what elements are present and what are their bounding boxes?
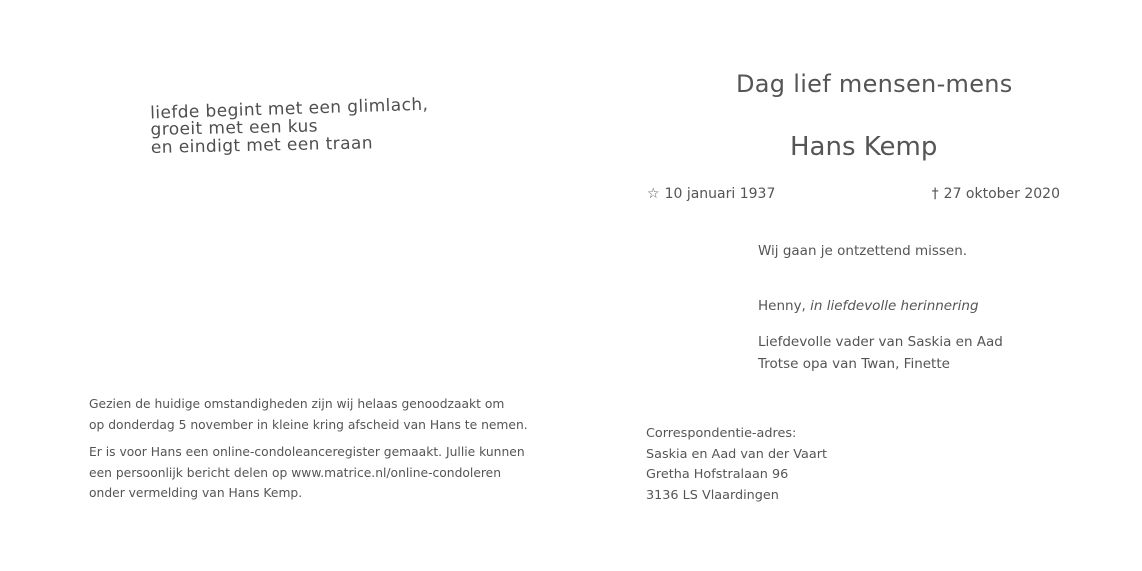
notice-line: Gezien de huidige omstandigheden zijn wij helaas genoodzaakt om: [89, 397, 505, 411]
notice-line: Er is voor Hans een online-condoleanceregister gemaakt. Jullie kunnen: [89, 445, 525, 459]
poem: [149, 94, 429, 158]
poem-line: en eindigt met een traan: [150, 133, 374, 158]
deceased-name: Hans Kemp: [790, 132, 938, 162]
birth-date-text: 10 januari 1937: [664, 186, 776, 202]
notice-paragraph-condolence: [89, 442, 525, 504]
birth-date: [647, 186, 775, 202]
poem-line: groeit met een kus: [150, 116, 319, 140]
family-line: Liefdevolle vader van Saskia en Aad: [758, 334, 1003, 350]
notice-line: een persoonlijk bericht delen op www.matrice.nl/online-condoleren: [89, 465, 502, 480]
family-line: Trotse opa van Twan, Finette: [758, 356, 950, 372]
death-date-text: 27 oktober 2020: [943, 186, 1060, 202]
notice-paragraph-ceremony: [89, 394, 528, 435]
address-line: 3136 LS Vlaardingen: [646, 487, 779, 503]
notice-line: onder vermelding van Hans Kemp.: [89, 486, 303, 500]
notice-line: op donderdag 5 november in kleine kring afscheid van Hans te nemen.: [89, 417, 528, 432]
address-line: Gretha Hofstralaan 96: [646, 467, 789, 482]
star-icon: ☆: [647, 186, 660, 202]
cross-icon: †: [931, 186, 939, 202]
family-lines: [758, 331, 1003, 375]
death-date: [932, 186, 1060, 202]
partner-tagline: in liefdevolle herinnering: [810, 298, 979, 314]
poem-line: liefde begint met een glimlach,: [149, 94, 429, 124]
partner-name: Henny,: [758, 298, 806, 314]
farewell-message: Wij gaan je ontzettend missen.: [758, 243, 968, 259]
correspondence-address: [646, 424, 827, 506]
address-label: Correspondentie-adres:: [646, 426, 797, 441]
partner-line: [758, 298, 979, 314]
address-line: Saskia en Aad van der Vaart: [646, 446, 827, 462]
notice-text: [89, 394, 528, 504]
motto-heading: Dag lief mensen-mens: [736, 70, 1013, 98]
